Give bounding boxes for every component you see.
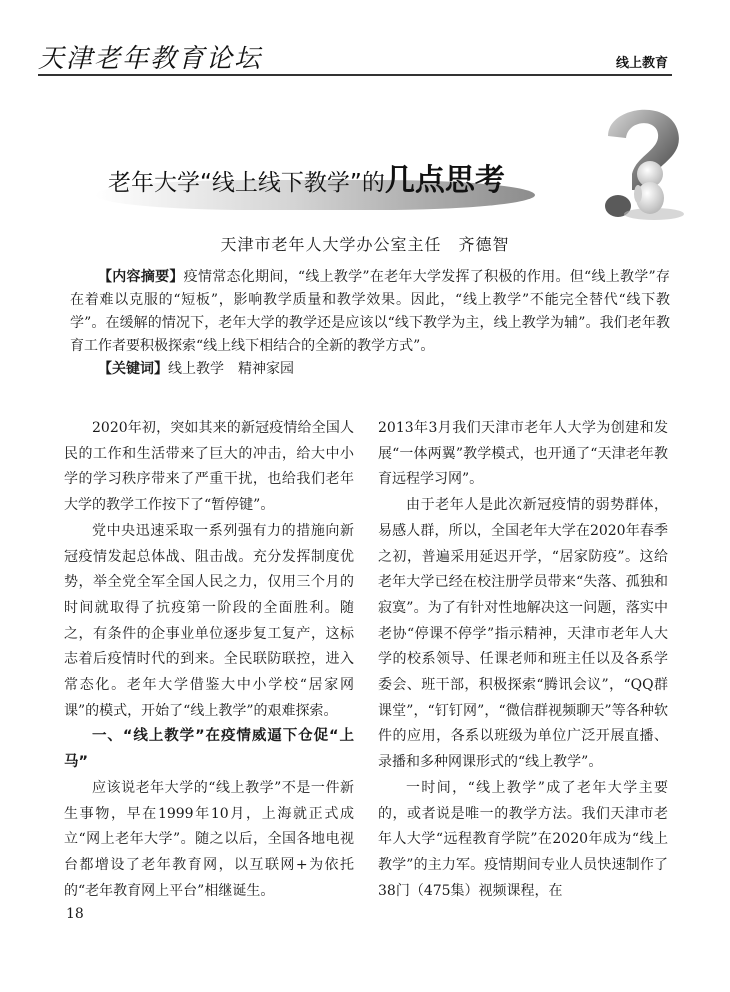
section-label: 线上教育 xyxy=(615,56,668,71)
body-paragraph: 2020年初，突如其来的新冠疫情给全国人民的工作和生活带来了巨大的冲击，给大中小学的学习秩序带来了严重干扰，也给我们老年大学的教学工作按下了“暂停键”。 xyxy=(64,420,354,514)
abstract-block xyxy=(70,266,670,381)
header-rule xyxy=(38,74,672,76)
right-column xyxy=(378,416,668,904)
author-byline: 天津市老年人大学办公室主任 齐德智 xyxy=(220,235,510,254)
article-title-emph: 几点思考 xyxy=(384,163,505,198)
abstract-text: 疫情常态化期间，“线上教学”在老年大学发挥了积极的作用。但“线上教学”存在着难以克服的“短板”，影响教学质量和教学效果。因此，“线上教学”不能完全替代“线下教学”。在缓解的情况下，老年大学的教学还是应该以“线下教学为主，线上教学为辅”。我们老年教育工作者要积极探索“线上线下相结合的全新的教学方式”。 xyxy=(70,269,670,354)
body-paragraph: 应该说老年大学的“线上教学”不是一件新生事物，早在1999年10月，上海就正式成立“网上老年大学”。随之以后，全国各地电视台都增设了老年教育网，以互联网+为依托的“老年教育网上平台”相继诞生。 xyxy=(64,779,354,899)
left-column xyxy=(64,416,354,904)
journal-masthead: 天津老年教育论坛 xyxy=(38,44,263,74)
keywords-text: 线上教学 精神家园 xyxy=(168,361,294,377)
body-paragraph: 2013年3月我们天津市老年人大学为创建和发展“一体两翼”教学模式，也开通了“天津老年教育远程学习网”。 xyxy=(378,420,668,488)
body-paragraph: 党中央迅速采取一系列强有力的措施向新冠疫情发起总体战、阻击战。充分发挥制度优势，举全党全军全国人民之力，仅用三个月的时间就取得了抗疫第一阶段的全面胜利。随之，有条件的企事业单位逐步复工复产，这标志着后疫情时代的到来。全民联防联控，进入常态化。老年大学借鉴大中小学校“居家网课”的模式，开始了“线上教学”的艰难探索。 xyxy=(64,522,354,719)
section-heading: 一、“线上教学”在疫情威逼下仓促“上马” xyxy=(64,728,354,771)
body-paragraph: 由于老年人是此次新冠疫情的弱势群体，易感人群，所以，全国老年大学在2020年春季之初，普遍采用延迟开学，“居家防疫”。这给老年大学已经在校注册学员带来“失落、孤独和寂寞”。为了有针对性地解决这一问题，落实中老协“停课不停学”指示精神，天津市老年人大学的校系领导、任课老师和班主任以及各系学委会、班干部，积极探索“腾讯会议”，“QQ群课堂”，“钉钉网”，“微信群视频聊天”等各种软件的应用，各系以班级为单位广泛开展直播、录播和多种网课形式的“线上教学”。 xyxy=(378,497,668,771)
keywords-label: 【关键词】 xyxy=(98,361,168,377)
abstract-label: 【内容摘要】 xyxy=(98,269,184,285)
body-paragraph: 一时间，“线上教学”成了老年大学主要的，或者说是唯一的教学方法。我们天津市老年人大学“远程教育学院”在2020年成为“线上教学”的主力军。疫情期间专业人员快速制作了38门（475集）视频课程，在 xyxy=(378,779,668,899)
article-title-main: 老年大学“线上线下教学”的 xyxy=(108,170,385,196)
page-number: 18 xyxy=(66,906,84,922)
article-title xyxy=(108,155,505,199)
question-mark-illustration xyxy=(578,94,698,224)
